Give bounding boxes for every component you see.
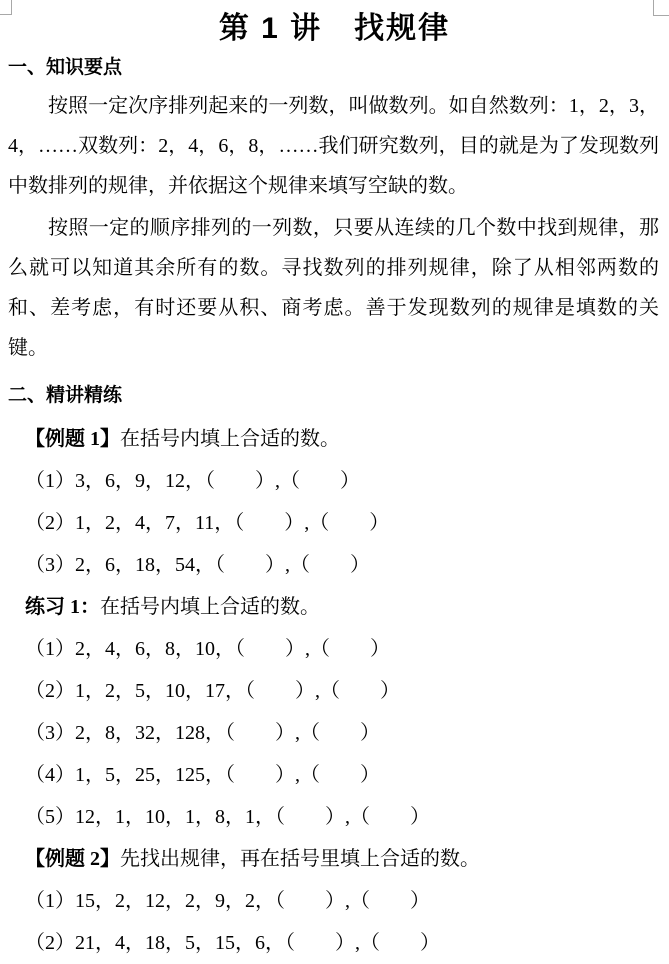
practice1-heading bbox=[25, 586, 669, 628]
sequence-item-practice1-1: （1）2，4，6，8，10，（ ）,（ ） bbox=[25, 638, 390, 660]
text-boundary-mark-top-right bbox=[653, 0, 669, 16]
sequence-item-practice1-4: （4）1，5，25，125，（ ）,（ ） bbox=[25, 764, 380, 786]
example2-label: 【例题 2】 bbox=[25, 848, 120, 870]
example2-intro: 先找出规律，再在括号里填上合适的数。 bbox=[120, 848, 480, 870]
sequence-item-example1-1: （1）3，6，9，12，（ ）,（ ） bbox=[25, 470, 360, 492]
example1-heading bbox=[25, 418, 669, 460]
practice1-intro: 在括号内填上合适的数。 bbox=[100, 596, 320, 618]
sequence-item-example1-2: （2）1，2，4，7，11，（ ）,（ ） bbox=[25, 512, 390, 534]
section-heading-practice: 二、精讲精练 bbox=[8, 385, 123, 406]
sequence-item-example2-2: （2）21，4，18，5，15，6，（ ）,（ ） bbox=[25, 932, 440, 954]
sequence-item-practice1-5: （5）12，1，10，1，8，1，（ ）,（ ） bbox=[25, 806, 430, 828]
text-boundary-mark-top-left bbox=[0, 0, 12, 15]
sequence-item-practice1-2: （2）1，2，5，10，17，（ ）,（ ） bbox=[25, 680, 400, 702]
section-heading-knowledge: 一、知识要点 bbox=[8, 57, 123, 78]
knowledge-paragraph-2: 按照一定的顺序排列的一列数，只要从连续的几个数中找到规律，那么就可以知道其余所有的数。寻找数列的排列规律，除了从相邻两数的和、差考虑，有时还要从积、商考虑。善于发现数列的规律是填数的关键。 bbox=[8, 217, 659, 359]
sequence-item-example1-3: （3）2，6，18，54，（ ）,（ ） bbox=[25, 554, 370, 576]
knowledge-paragraph-1: 按照一定次序排列起来的一列数，叫做数列。如自然数列：1，2，3，4，……双数列：2，4，6，8，……我们研究数列，目的就是为了发现数列中数排列的规律，并依据这个规律来填写空缺的数。 bbox=[8, 95, 659, 197]
example1-label: 【例题 1】 bbox=[25, 428, 120, 450]
example1-intro: 在括号内填上合适的数。 bbox=[120, 428, 340, 450]
example2-heading bbox=[25, 838, 669, 880]
practice1-label: 练习 1： bbox=[25, 596, 100, 618]
sequence-item-example2-1: （1）15，2，12，2，9，2，（ ）,（ ） bbox=[25, 890, 430, 912]
sequence-item-practice1-3: （3）2，8，32，128，（ ）,（ ） bbox=[25, 722, 380, 744]
page-title: 第 1 讲 找规律 bbox=[218, 12, 451, 45]
